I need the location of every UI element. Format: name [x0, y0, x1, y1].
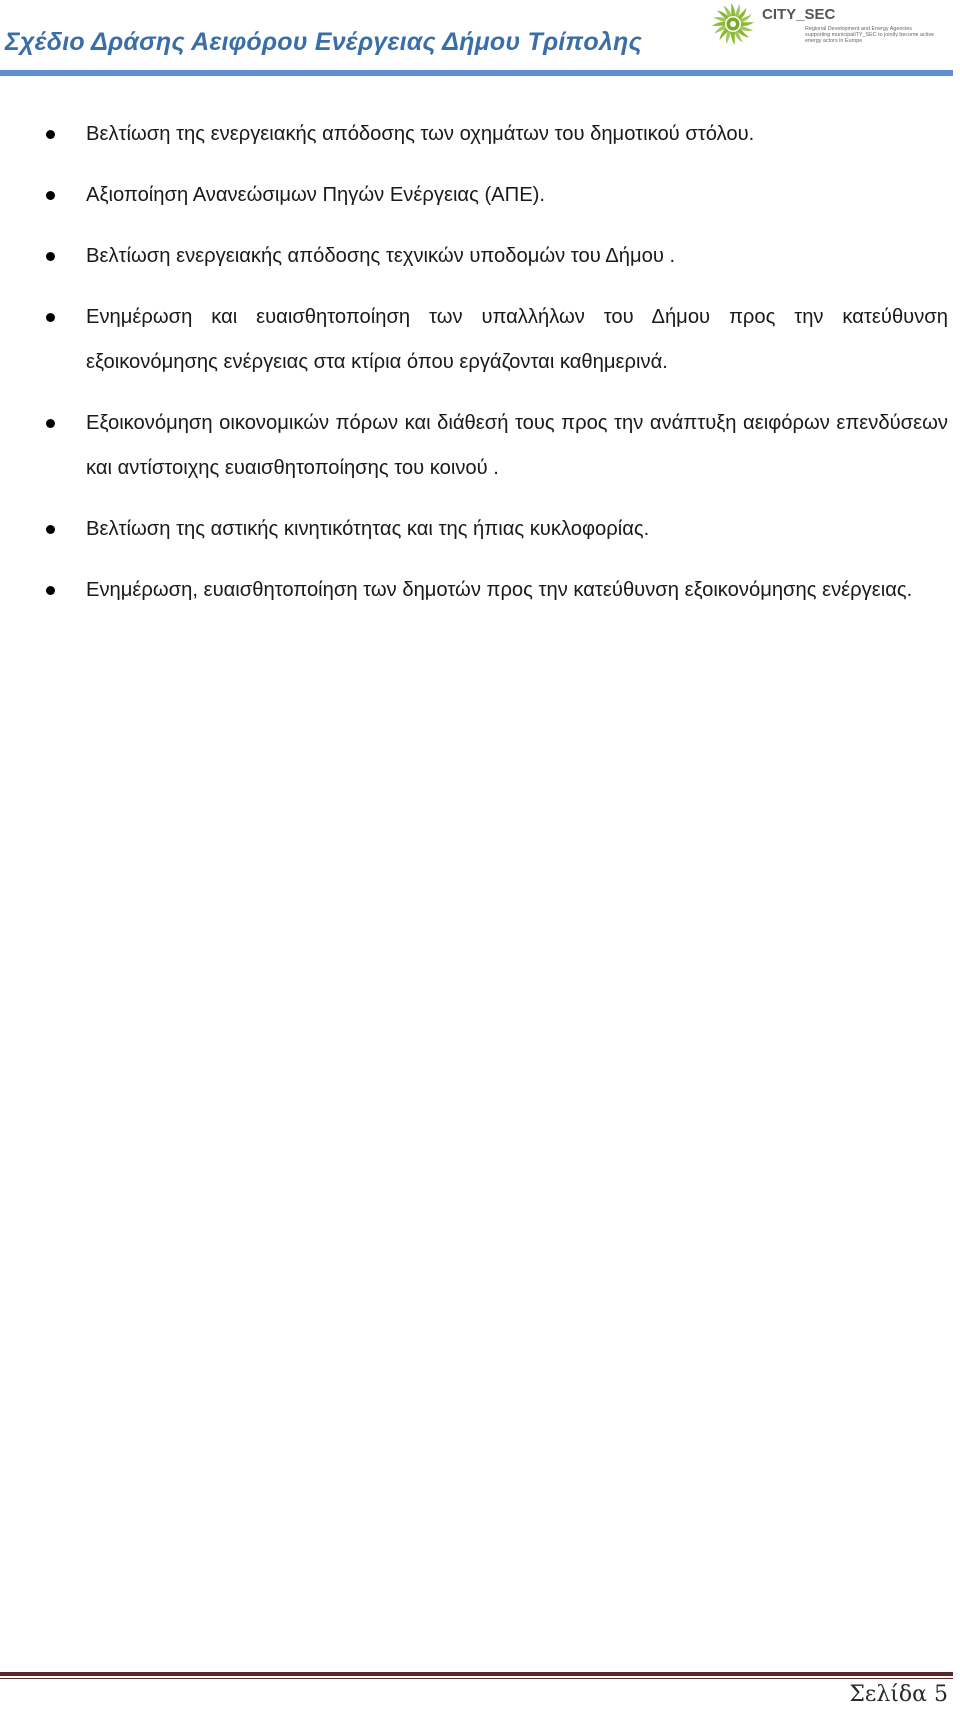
bullet-icon: [46, 130, 55, 139]
list-item-text: Αξιοποίηση Ανανεώσιμων Πηγών Ενέργειας (ΑΠΕ).: [86, 184, 546, 206]
list-item: [0, 112, 960, 157]
footer-rule: [0, 1672, 953, 1676]
list-item: [0, 507, 960, 552]
logo-tagline: Regional Development and Energy Agencies supporting municipaliTY_SEC to jointly become active energy actors in Europe: [805, 26, 935, 44]
bullet-icon: [46, 525, 55, 534]
document-title: Σχέδιο Δράσης Αειφόρου Ενέργειας Δήμου Τρίπολης: [5, 28, 642, 56]
list-item-text: Βελτίωση ενεργειακής απόδοσης τεχνικών υποδομών του Δήμου .: [86, 245, 676, 267]
page-header: [0, 0, 960, 78]
list-item-text: Βελτίωση της ενεργειακής απόδοσης των οχημάτων του δημοτικού στόλου.: [86, 123, 755, 145]
list-item: [0, 295, 960, 385]
page-body: [0, 112, 960, 629]
city-sec-logo: [710, 0, 935, 48]
bullet-icon: [46, 419, 55, 428]
bullet-icon: [46, 191, 55, 200]
bullet-icon: [46, 313, 55, 322]
footer-rule-thin: [0, 1678, 953, 1679]
bullet-icon: [46, 252, 55, 261]
page-number: Σελίδα 5: [849, 1682, 948, 1707]
list-item-text: Ενημέρωση και ευαισθητοποίηση των υπαλλήλων του Δήμου προς την κατεύθυνση εξοικονόμησης ενέργειας στα κτίρια όπου εργάζονται καθημερινά.: [86, 306, 948, 373]
list-item: [0, 234, 960, 279]
list-item: [0, 568, 960, 613]
header-rule: [0, 70, 953, 76]
logo-name: CITY_SEC: [762, 6, 836, 23]
objectives-list: [0, 112, 960, 613]
list-item: [0, 401, 960, 491]
bullet-icon: [46, 586, 55, 595]
list-item-text: Εξοικονόμηση οικονομικών πόρων και διάθεσή τους προς την ανάπτυξη αειφόρων επενδύσεων και αντίστοιχης ευαισθητοποίησης του κοινού .: [86, 412, 948, 479]
sunflower-logo-icon: [710, 1, 756, 47]
list-item: [0, 173, 960, 218]
list-item-text: Βελτίωση της αστικής κινητικότητας και της ήπιας κυκλοφορίας.: [86, 518, 650, 540]
list-item-text: Ενημέρωση, ευαισθητοποίηση των δημοτών προς την κατεύθυνση εξοικονόμησης ενέργειας.: [86, 579, 913, 601]
